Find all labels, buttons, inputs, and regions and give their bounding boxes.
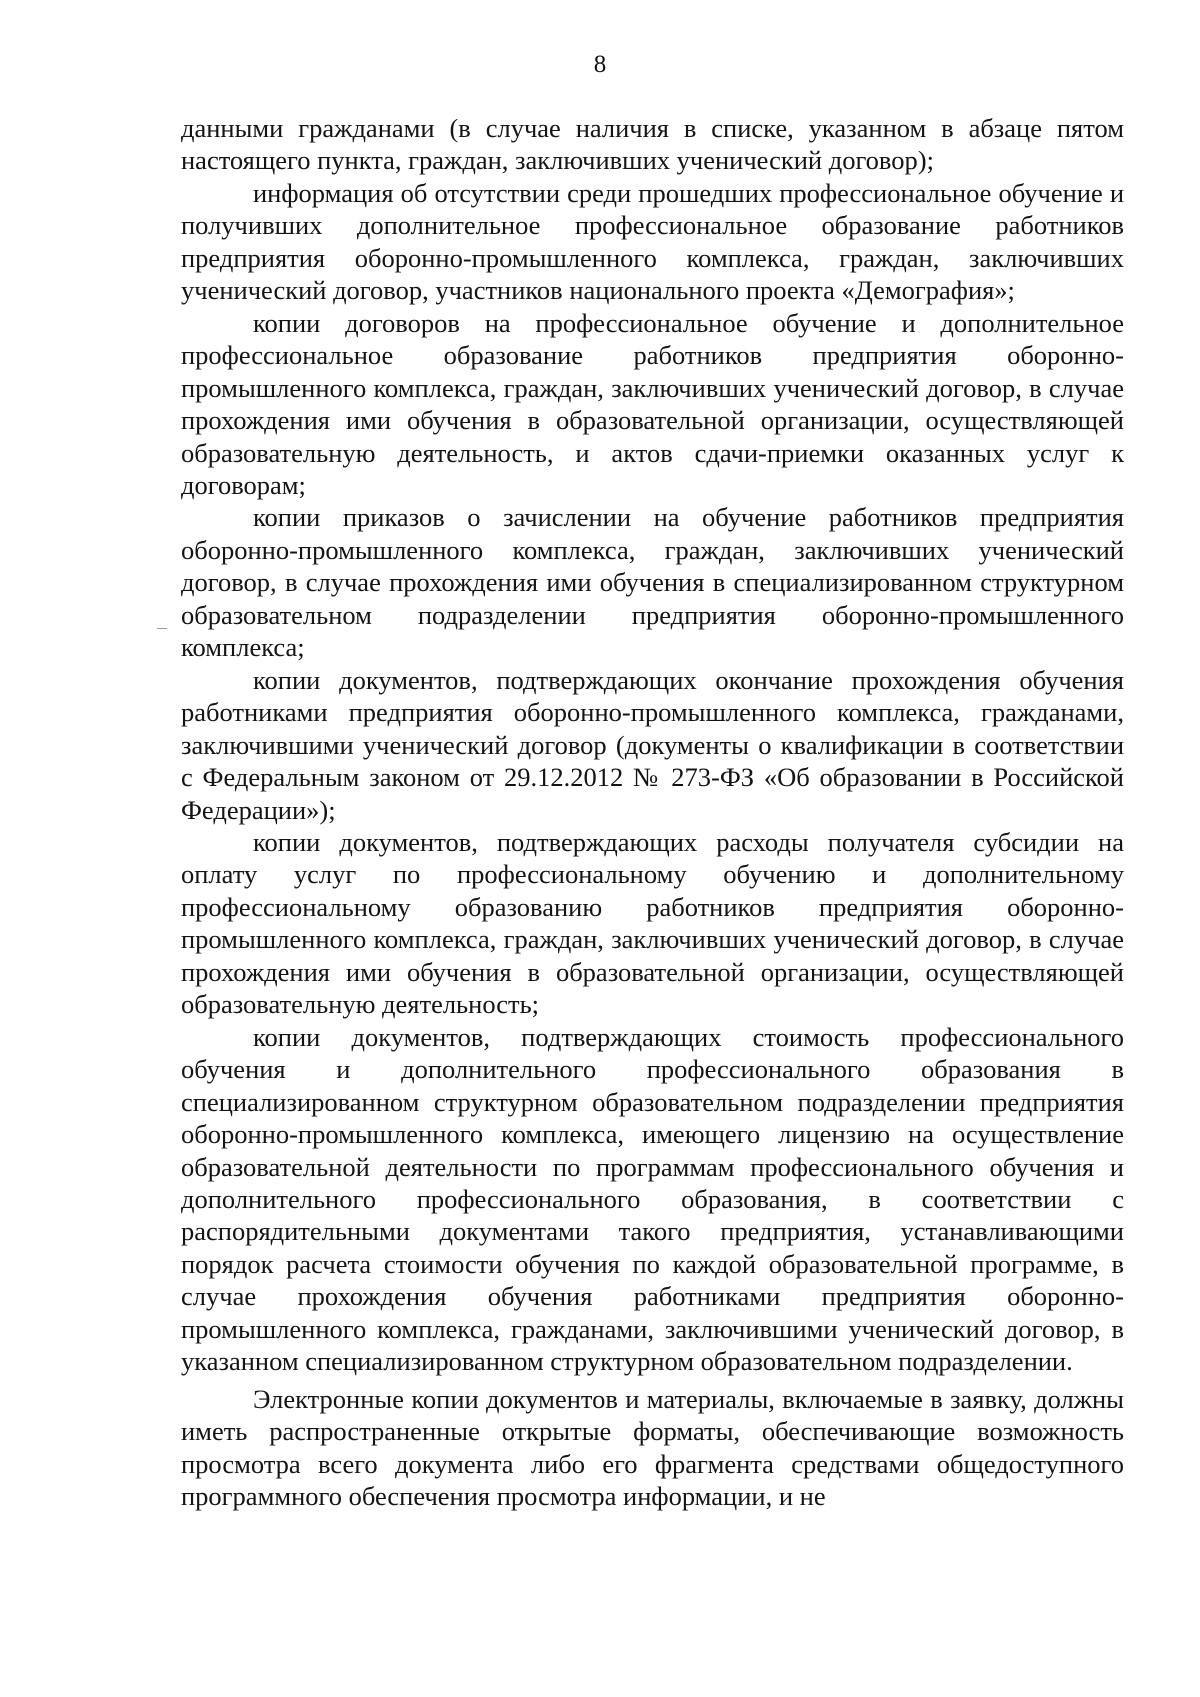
paragraph-info-absence: информация об отсутствии среди прошедших профессиональное обучение и получивших дополнительное профессиональное образование работников предприятия оборонно-промышленного комплекса, граждан, заключивших ученический договор, участников национального проекта «Демография»;: [181, 177, 1124, 306]
document-body: [181, 112, 1124, 1512]
paragraph-contract-copies: копии договоров на профессиональное обучение и дополнительное профессиональное образование работников предприятия оборонно-промышленного комплекса, граждан, заключивших ученический договор, в случае прохождения ими обучения в образовательной организации, осуществляющей образовательную деятельность, и актов сдачи-приемки оказанных услуг к договорам;: [181, 307, 1124, 500]
paragraph-expense-documents: копии документов, подтверждающих расходы получателя субсидии на оплату услуг по профессиональному обучению и дополнительному профессиональному образованию работников предприятия оборонно-промышленного комплекса, граждан, заключивших ученический договор, в случае прохождения ими обучения в образовательной организации, осуществляющей образовательную деятельность;: [181, 826, 1124, 1020]
scan-speck: [157, 628, 167, 629]
paragraph-completion-documents: копии документов, подтверждающих окончание прохождения обучения работниками предприятия оборонно-промышленного комплекса, гражданами, заключившими ученический договор (документы о квалификации в соответствии с Федеральным законом от 29.12.2012 № 273-ФЗ «Об образовании в Российской Федерации»);: [181, 664, 1124, 825]
paragraph-continuation: данными гражданами (в случае наличия в списке, указанном в абзаце пятом настоящего пункта, граждан, заключивших ученический договор);: [181, 113, 1124, 176]
page-number: 8: [593, 51, 607, 78]
paragraph-cost-documents: копии документов, подтверждающих стоимость профессионального обучения и дополнительного профессионального образования в специализированном структурном образовательном подразделении предприятия оборонно-промышленного комплекса, имеющего лицензию на осуществление образовательной деятельности по программам профессионального обучения и дополнительного профессионального образования, в соответствии с распорядительными документами такого предприятия, устанавливающими порядок расчета стоимости обучения по каждой образовательной программе, в случае прохождения обучения работниками предприятия оборонно-промышленного комплекса, гражданами, заключившими ученический договор, в указанном специализированном структурном образовательном подразделении.: [181, 1021, 1124, 1377]
paragraph-electronic-copies: Электронные копии документов и материалы, включаемые в заявку, должны иметь распространенные открытые форматы, обеспечивающие возможность просмотра всего документа либо его фрагмента средствами общедоступного программного обеспечения просмотра информации, и не: [181, 1383, 1124, 1512]
paragraph-enrollment-orders: копии приказов о зачислении на обучение работников предприятия оборонно-промышленного комплекса, граждан, заключивших ученический договор, в случае прохождения ими обучения в специализированном структурном образовательном подразделении предприятия оборонно-промышленного комплекса;: [181, 502, 1124, 663]
